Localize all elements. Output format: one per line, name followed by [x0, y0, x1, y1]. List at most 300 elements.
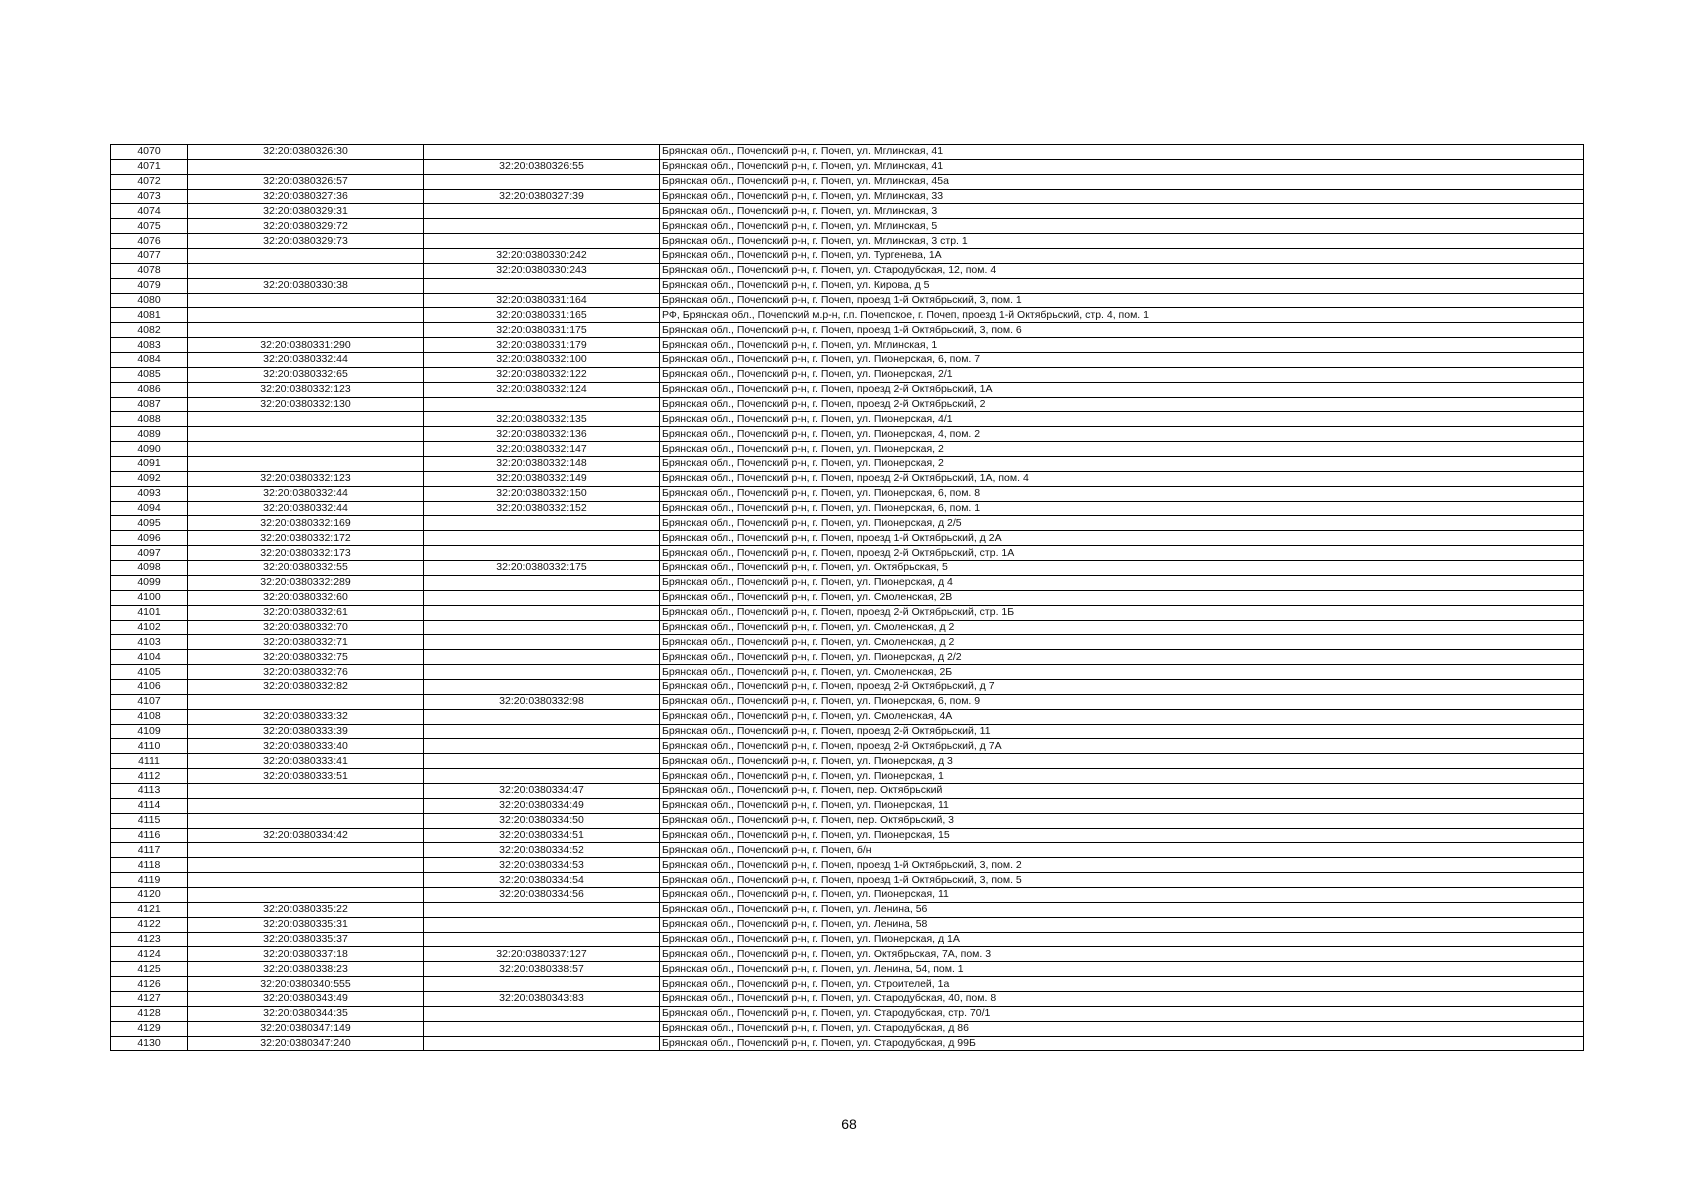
address-cell: Брянская обл., Почепский р-н, г. Почеп, ул. Пионерская, 11 — [660, 798, 1584, 813]
object-cadastral-cell: 32:20:0380330:243 — [424, 263, 660, 278]
table-row — [111, 145, 1584, 160]
table-row — [111, 828, 1584, 843]
row-number-cell: 4081 — [111, 308, 188, 323]
parcel-cadastral-cell — [188, 249, 424, 264]
object-cadastral-cell — [424, 665, 660, 680]
address-cell: Брянская обл., Почепский р-н, г. Почеп, ул. Пионерская, 15 — [660, 828, 1584, 843]
row-number-cell: 4114 — [111, 798, 188, 813]
parcel-cadastral-cell: 32:20:0380326:57 — [188, 174, 424, 189]
parcel-cadastral-cell — [188, 427, 424, 442]
table-row — [111, 442, 1584, 457]
object-cadastral-cell — [424, 219, 660, 234]
table-row — [111, 962, 1584, 977]
object-cadastral-cell: 32:20:0380334:50 — [424, 813, 660, 828]
object-cadastral-cell: 32:20:0380332:149 — [424, 471, 660, 486]
object-cadastral-cell: 32:20:0380331:179 — [424, 338, 660, 353]
parcel-cadastral-cell: 32:20:0380340:555 — [188, 977, 424, 992]
table-row — [111, 813, 1584, 828]
object-cadastral-cell: 32:20:0380334:51 — [424, 828, 660, 843]
table-row — [111, 902, 1584, 917]
row-number-cell: 4111 — [111, 754, 188, 769]
address-cell: Брянская обл., Почепский р-н, г. Почеп, ул. Пионерская, 6, пом. 9 — [660, 694, 1584, 709]
address-cell: Брянская обл., Почепский р-н, г. Почеп, проезд 2-й Октябрьский, стр. 1Б — [660, 605, 1584, 620]
row-number-cell: 4104 — [111, 650, 188, 665]
parcel-cadastral-cell — [188, 263, 424, 278]
object-cadastral-cell — [424, 754, 660, 769]
parcel-cadastral-cell: 32:20:0380332:130 — [188, 397, 424, 412]
address-cell: Брянская обл., Почепский р-н, г. Почеп, ул. Мглинская, 41 — [660, 159, 1584, 174]
object-cadastral-cell: 32:20:0380330:242 — [424, 249, 660, 264]
address-cell: Брянская обл., Почепский р-н, г. Почеп, проезд 2-й Октябрьский, 1А — [660, 382, 1584, 397]
row-number-cell: 4126 — [111, 977, 188, 992]
table-row — [111, 382, 1584, 397]
row-number-cell: 4090 — [111, 442, 188, 457]
object-cadastral-cell: 32:20:0380332:124 — [424, 382, 660, 397]
object-cadastral-cell — [424, 174, 660, 189]
object-cadastral-cell — [424, 620, 660, 635]
parcel-cadastral-cell: 32:20:0380332:65 — [188, 367, 424, 382]
table-row — [111, 590, 1584, 605]
object-cadastral-cell: 32:20:0380332:175 — [424, 561, 660, 576]
table-row — [111, 278, 1584, 293]
row-number-cell: 4077 — [111, 249, 188, 264]
row-number-cell: 4124 — [111, 947, 188, 962]
parcel-cadastral-cell: 32:20:0380335:31 — [188, 917, 424, 932]
row-number-cell: 4095 — [111, 516, 188, 531]
row-number-cell: 4116 — [111, 828, 188, 843]
row-number-cell: 4102 — [111, 620, 188, 635]
parcel-cadastral-cell: 32:20:0380347:149 — [188, 1021, 424, 1036]
parcel-cadastral-cell: 32:20:0380329:73 — [188, 234, 424, 249]
object-cadastral-cell — [424, 635, 660, 650]
table-row — [111, 575, 1584, 590]
table-row — [111, 427, 1584, 442]
object-cadastral-cell — [424, 1036, 660, 1051]
table-row — [111, 546, 1584, 561]
address-cell: РФ, Брянская обл., Почепский м.р-н, г.п. Почепское, г. Почеп, проезд 1-й Октябрьский, стр. 4, пом. 1 — [660, 308, 1584, 323]
row-number-cell: 4096 — [111, 531, 188, 546]
address-cell: Брянская обл., Почепский р-н, г. Почеп, ул. Тургенева, 1А — [660, 249, 1584, 264]
parcel-cadastral-cell: 32:20:0380332:123 — [188, 382, 424, 397]
row-number-cell: 4091 — [111, 457, 188, 472]
table-row — [111, 516, 1584, 531]
row-number-cell: 4128 — [111, 1006, 188, 1021]
table-row — [111, 367, 1584, 382]
address-cell: Брянская обл., Почепский р-н, г. Почеп, ул. Ленина, 54, пом. 1 — [660, 962, 1584, 977]
table-row — [111, 991, 1584, 1006]
table-row — [111, 709, 1584, 724]
parcel-cadastral-cell — [188, 783, 424, 798]
row-number-cell: 4109 — [111, 724, 188, 739]
table-row — [111, 1006, 1584, 1021]
parcel-cadastral-cell: 32:20:0380332:44 — [188, 501, 424, 516]
table-row — [111, 189, 1584, 204]
address-cell: Брянская обл., Почепский р-н, г. Почеп, ул. Смоленская, 2В — [660, 590, 1584, 605]
table-row — [111, 783, 1584, 798]
address-cell: Брянская обл., Почепский р-н, г. Почеп, проезд 1-й Октябрьский, 3, пом. 1 — [660, 293, 1584, 308]
table-row — [111, 293, 1584, 308]
registry-table — [110, 144, 1584, 1051]
table-row — [111, 605, 1584, 620]
object-cadastral-cell: 32:20:0380332:148 — [424, 457, 660, 472]
address-cell: Брянская обл., Почепский р-н, г. Почеп, ул. Мглинская, 45а — [660, 174, 1584, 189]
address-cell: Брянская обл., Почепский р-н, г. Почеп, ул. Пионерская, 4/1 — [660, 412, 1584, 427]
address-cell: Брянская обл., Почепский р-н, г. Почеп, проезд 1-й Октябрьский, д 2А — [660, 531, 1584, 546]
row-number-cell: 4112 — [111, 769, 188, 784]
parcel-cadastral-cell: 32:20:0380332:44 — [188, 486, 424, 501]
row-number-cell: 4129 — [111, 1021, 188, 1036]
address-cell: Брянская обл., Почепский р-н, г. Почеп, ул. Стародубская, стр. 70/1 — [660, 1006, 1584, 1021]
address-cell: Брянская обл., Почепский р-н, г. Почеп, ул. Пионерская, д 4 — [660, 575, 1584, 590]
row-number-cell: 4074 — [111, 204, 188, 219]
table-row — [111, 159, 1584, 174]
address-cell: Брянская обл., Почепский р-н, г. Почеп, проезд 1-й Октябрьский, 3, пом. 2 — [660, 858, 1584, 873]
address-cell: Брянская обл., Почепский р-н, г. Почеп, ул. Стародубская, д 99Б — [660, 1036, 1584, 1051]
table-row — [111, 739, 1584, 754]
row-number-cell: 4098 — [111, 561, 188, 576]
table-row — [111, 843, 1584, 858]
address-cell: Брянская обл., Почепский р-н, г. Почеп, ул. Стародубская, 40, пом. 8 — [660, 991, 1584, 1006]
parcel-cadastral-cell — [188, 159, 424, 174]
address-cell: Брянская обл., Почепский р-н, г. Почеп, ул. Смоленская, д 2 — [660, 635, 1584, 650]
address-cell: Брянская обл., Почепский р-н, г. Почеп, проезд 2-й Октябрьский, 2 — [660, 397, 1584, 412]
parcel-cadastral-cell — [188, 457, 424, 472]
object-cadastral-cell: 32:20:0380334:53 — [424, 858, 660, 873]
table-row — [111, 353, 1584, 368]
address-cell: Брянская обл., Почепский р-н, г. Почеп, ул. Пионерская, 1 — [660, 769, 1584, 784]
row-number-cell: 4080 — [111, 293, 188, 308]
parcel-cadastral-cell: 32:20:0380337:18 — [188, 947, 424, 962]
parcel-cadastral-cell: 32:20:0380344:35 — [188, 1006, 424, 1021]
row-number-cell: 4127 — [111, 991, 188, 1006]
object-cadastral-cell — [424, 902, 660, 917]
address-cell: Брянская обл., Почепский р-н, г. Почеп, ул. Ленина, 58 — [660, 917, 1584, 932]
registry-table-body — [111, 145, 1584, 1051]
table-row — [111, 204, 1584, 219]
row-number-cell: 4088 — [111, 412, 188, 427]
parcel-cadastral-cell — [188, 887, 424, 902]
table-row — [111, 174, 1584, 189]
object-cadastral-cell — [424, 145, 660, 160]
parcel-cadastral-cell — [188, 293, 424, 308]
row-number-cell: 4106 — [111, 679, 188, 694]
row-number-cell: 4089 — [111, 427, 188, 442]
address-cell: Брянская обл., Почепский р-н, г. Почеп, проезд 2-й Октябрьский, 11 — [660, 724, 1584, 739]
parcel-cadastral-cell — [188, 442, 424, 457]
row-number-cell: 4079 — [111, 278, 188, 293]
row-number-cell: 4123 — [111, 932, 188, 947]
parcel-cadastral-cell: 32:20:0380332:60 — [188, 590, 424, 605]
parcel-cadastral-cell: 32:20:0380335:37 — [188, 932, 424, 947]
address-cell: Брянская обл., Почепский р-н, г. Почеп, ул. Мглинская, 5 — [660, 219, 1584, 234]
parcel-cadastral-cell: 32:20:0380332:123 — [188, 471, 424, 486]
address-cell: Брянская обл., Почепский р-н, г. Почеп, пер. Октябрьский — [660, 783, 1584, 798]
row-number-cell: 4130 — [111, 1036, 188, 1051]
table-row — [111, 620, 1584, 635]
parcel-cadastral-cell: 32:20:0380332:82 — [188, 679, 424, 694]
object-cadastral-cell — [424, 932, 660, 947]
object-cadastral-cell: 32:20:0380334:49 — [424, 798, 660, 813]
table-row — [111, 308, 1584, 323]
table-row — [111, 932, 1584, 947]
row-number-cell: 4070 — [111, 145, 188, 160]
table-row — [111, 219, 1584, 234]
address-cell: Брянская обл., Почепский р-н, г. Почеп, ул. Кирова, д 5 — [660, 278, 1584, 293]
parcel-cadastral-cell — [188, 798, 424, 813]
table-row — [111, 397, 1584, 412]
parcel-cadastral-cell: 32:20:0380329:72 — [188, 219, 424, 234]
parcel-cadastral-cell: 32:20:0380332:289 — [188, 575, 424, 590]
parcel-cadastral-cell — [188, 323, 424, 338]
row-number-cell: 4075 — [111, 219, 188, 234]
row-number-cell: 4119 — [111, 873, 188, 888]
parcel-cadastral-cell: 32:20:0380332:55 — [188, 561, 424, 576]
row-number-cell: 4101 — [111, 605, 188, 620]
address-cell: Брянская обл., Почепский р-н, г. Почеп, ул. Смоленская, д 2 — [660, 620, 1584, 635]
table-row — [111, 234, 1584, 249]
address-cell: Брянская обл., Почепский р-н, г. Почеп, ул. Пионерская, 4, пом. 2 — [660, 427, 1584, 442]
address-cell: Брянская обл., Почепский р-н, г. Почеп, ул. Пионерская, 2 — [660, 457, 1584, 472]
address-cell: Брянская обл., Почепский р-н, г. Почеп, ул. Октябрьская, 5 — [660, 561, 1584, 576]
parcel-cadastral-cell: 32:20:0380333:41 — [188, 754, 424, 769]
table-row — [111, 917, 1584, 932]
address-cell: Брянская обл., Почепский р-н, г. Почеп, ул. Пионерская, 6, пом. 1 — [660, 501, 1584, 516]
parcel-cadastral-cell: 32:20:0380326:30 — [188, 145, 424, 160]
table-row — [111, 665, 1584, 680]
object-cadastral-cell: 32:20:0380332:100 — [424, 353, 660, 368]
table-row — [111, 531, 1584, 546]
address-cell: Брянская обл., Почепский р-н, г. Почеп, б/н — [660, 843, 1584, 858]
object-cadastral-cell: 32:20:0380337:127 — [424, 947, 660, 962]
object-cadastral-cell: 32:20:0380343:83 — [424, 991, 660, 1006]
object-cadastral-cell: 32:20:0380327:39 — [424, 189, 660, 204]
parcel-cadastral-cell: 32:20:0380333:40 — [188, 739, 424, 754]
address-cell: Брянская обл., Почепский р-н, г. Почеп, ул. Мглинская, 3 стр. 1 — [660, 234, 1584, 249]
object-cadastral-cell: 32:20:0380331:175 — [424, 323, 660, 338]
table-row — [111, 754, 1584, 769]
row-number-cell: 4083 — [111, 338, 188, 353]
table-row — [111, 323, 1584, 338]
table-row — [111, 947, 1584, 962]
object-cadastral-cell: 32:20:0380334:54 — [424, 873, 660, 888]
object-cadastral-cell — [424, 605, 660, 620]
address-cell: Брянская обл., Почепский р-н, г. Почеп, проезд 2-й Октябрьский, стр. 1А — [660, 546, 1584, 561]
row-number-cell: 4082 — [111, 323, 188, 338]
parcel-cadastral-cell — [188, 694, 424, 709]
row-number-cell: 4115 — [111, 813, 188, 828]
row-number-cell: 4108 — [111, 709, 188, 724]
table-row — [111, 769, 1584, 784]
parcel-cadastral-cell: 32:20:0380334:42 — [188, 828, 424, 843]
row-number-cell: 4117 — [111, 843, 188, 858]
address-cell: Брянская обл., Почепский р-н, г. Почеп, проезд 2-й Октябрьский, д 7А — [660, 739, 1584, 754]
object-cadastral-cell: 32:20:0380332:98 — [424, 694, 660, 709]
address-cell: Брянская обл., Почепский р-н, г. Почеп, проезд 1-й Октябрьский, 3, пом. 6 — [660, 323, 1584, 338]
address-cell: Брянская обл., Почепский р-н, г. Почеп, пер. Октябрьский, 3 — [660, 813, 1584, 828]
address-cell: Брянская обл., Почепский р-н, г. Почеп, ул. Смоленская, 4А — [660, 709, 1584, 724]
object-cadastral-cell — [424, 546, 660, 561]
parcel-cadastral-cell: 32:20:0380332:71 — [188, 635, 424, 650]
object-cadastral-cell: 32:20:0380334:52 — [424, 843, 660, 858]
object-cadastral-cell — [424, 204, 660, 219]
address-cell: Брянская обл., Почепский р-н, г. Почеп, проезд 2-й Октябрьский, д 7 — [660, 679, 1584, 694]
row-number-cell: 4071 — [111, 159, 188, 174]
table-row — [111, 1036, 1584, 1051]
parcel-cadastral-cell: 32:20:0380329:31 — [188, 204, 424, 219]
row-number-cell: 4100 — [111, 590, 188, 605]
row-number-cell: 4103 — [111, 635, 188, 650]
parcel-cadastral-cell — [188, 843, 424, 858]
table-row — [111, 412, 1584, 427]
address-cell: Брянская обл., Почепский р-н, г. Почеп, ул. Пионерская, 6, пом. 8 — [660, 486, 1584, 501]
parcel-cadastral-cell: 32:20:0380335:22 — [188, 902, 424, 917]
address-cell: Брянская обл., Почепский р-н, г. Почеп, ул. Стародубская, 12, пом. 4 — [660, 263, 1584, 278]
parcel-cadastral-cell — [188, 858, 424, 873]
object-cadastral-cell — [424, 679, 660, 694]
row-number-cell: 4120 — [111, 887, 188, 902]
object-cadastral-cell: 32:20:0380332:135 — [424, 412, 660, 427]
parcel-cadastral-cell: 32:20:0380347:240 — [188, 1036, 424, 1051]
object-cadastral-cell — [424, 575, 660, 590]
object-cadastral-cell — [424, 1006, 660, 1021]
row-number-cell: 4073 — [111, 189, 188, 204]
object-cadastral-cell: 32:20:0380331:164 — [424, 293, 660, 308]
parcel-cadastral-cell: 32:20:0380333:32 — [188, 709, 424, 724]
row-number-cell: 4076 — [111, 234, 188, 249]
object-cadastral-cell — [424, 531, 660, 546]
table-row — [111, 486, 1584, 501]
object-cadastral-cell: 32:20:0380332:152 — [424, 501, 660, 516]
address-cell: Брянская обл., Почепский р-н, г. Почеп, ул. Пионерская, 2 — [660, 442, 1584, 457]
table-row — [111, 977, 1584, 992]
object-cadastral-cell: 32:20:0380326:55 — [424, 159, 660, 174]
address-cell: Брянская обл., Почепский р-н, г. Почеп, ул. Ленина, 56 — [660, 902, 1584, 917]
parcel-cadastral-cell: 32:20:0380332:75 — [188, 650, 424, 665]
table-row — [111, 635, 1584, 650]
parcel-cadastral-cell: 32:20:0380333:51 — [188, 769, 424, 784]
object-cadastral-cell — [424, 234, 660, 249]
address-cell: Брянская обл., Почепский р-н, г. Почеп, ул. Мглинская, 1 — [660, 338, 1584, 353]
table-row — [111, 679, 1584, 694]
parcel-cadastral-cell: 32:20:0380332:61 — [188, 605, 424, 620]
object-cadastral-cell: 32:20:0380332:147 — [424, 442, 660, 457]
parcel-cadastral-cell: 32:20:0380332:169 — [188, 516, 424, 531]
parcel-cadastral-cell — [188, 412, 424, 427]
address-cell: Брянская обл., Почепский р-н, г. Почеп, ул. Строителей, 1а — [660, 977, 1584, 992]
address-cell: Брянская обл., Почепский р-н, г. Почеп, ул. Смоленская, 2Б — [660, 665, 1584, 680]
object-cadastral-cell — [424, 1021, 660, 1036]
row-number-cell: 4118 — [111, 858, 188, 873]
row-number-cell: 4113 — [111, 783, 188, 798]
address-cell: Брянская обл., Почепский р-н, г. Почеп, ул. Пионерская, д 2/5 — [660, 516, 1584, 531]
row-number-cell: 4107 — [111, 694, 188, 709]
parcel-cadastral-cell: 32:20:0380332:70 — [188, 620, 424, 635]
parcel-cadastral-cell: 32:20:0380332:76 — [188, 665, 424, 680]
row-number-cell: 4093 — [111, 486, 188, 501]
address-cell: Брянская обл., Почепский р-н, г. Почеп, ул. Мглинская, 3 — [660, 204, 1584, 219]
object-cadastral-cell — [424, 397, 660, 412]
address-cell: Брянская обл., Почепский р-н, г. Почеп, проезд 1-й Октябрьский, 3, пом. 5 — [660, 873, 1584, 888]
table-row — [111, 858, 1584, 873]
row-number-cell: 4097 — [111, 546, 188, 561]
row-number-cell: 4125 — [111, 962, 188, 977]
parcel-cadastral-cell: 32:20:0380333:39 — [188, 724, 424, 739]
parcel-cadastral-cell: 32:20:0380343:49 — [188, 991, 424, 1006]
parcel-cadastral-cell — [188, 308, 424, 323]
object-cadastral-cell — [424, 724, 660, 739]
parcel-cadastral-cell: 32:20:0380330:38 — [188, 278, 424, 293]
row-number-cell: 4122 — [111, 917, 188, 932]
object-cadastral-cell: 32:20:0380332:150 — [424, 486, 660, 501]
address-cell: Брянская обл., Почепский р-н, г. Почеп, ул. Мглинская, 33 — [660, 189, 1584, 204]
table-row — [111, 1021, 1584, 1036]
table-row — [111, 724, 1584, 739]
table-row — [111, 471, 1584, 486]
table-row — [111, 561, 1584, 576]
row-number-cell: 4099 — [111, 575, 188, 590]
row-number-cell: 4110 — [111, 739, 188, 754]
address-cell: Брянская обл., Почепский р-н, г. Почеп, ул. Пионерская, 6, пом. 7 — [660, 353, 1584, 368]
row-number-cell: 4105 — [111, 665, 188, 680]
table-row — [111, 263, 1584, 278]
table-row — [111, 338, 1584, 353]
parcel-cadastral-cell: 32:20:0380332:172 — [188, 531, 424, 546]
row-number-cell: 4121 — [111, 902, 188, 917]
row-number-cell: 4092 — [111, 471, 188, 486]
row-number-cell: 4094 — [111, 501, 188, 516]
address-cell: Брянская обл., Почепский р-н, г. Почеп, проезд 2-й Октябрьский, 1А, пом. 4 — [660, 471, 1584, 486]
parcel-cadastral-cell: 32:20:0380331:290 — [188, 338, 424, 353]
object-cadastral-cell — [424, 977, 660, 992]
address-cell: Брянская обл., Почепский р-н, г. Почеп, ул. Стародубская, д 86 — [660, 1021, 1584, 1036]
row-number-cell: 4087 — [111, 397, 188, 412]
page-number: 68 — [841, 1116, 857, 1132]
address-cell: Брянская обл., Почепский р-н, г. Почеп, ул. Мглинская, 41 — [660, 145, 1584, 160]
object-cadastral-cell — [424, 516, 660, 531]
table-row — [111, 650, 1584, 665]
parcel-cadastral-cell: 32:20:0380327:36 — [188, 189, 424, 204]
row-number-cell: 4086 — [111, 382, 188, 397]
object-cadastral-cell: 32:20:0380334:47 — [424, 783, 660, 798]
row-number-cell: 4084 — [111, 353, 188, 368]
address-cell: Брянская обл., Почепский р-н, г. Почеп, ул. Пионерская, 2/1 — [660, 367, 1584, 382]
table-row — [111, 798, 1584, 813]
object-cadastral-cell — [424, 590, 660, 605]
address-cell: Брянская обл., Почепский р-н, г. Почеп, ул. Пионерская, д 3 — [660, 754, 1584, 769]
object-cadastral-cell — [424, 917, 660, 932]
address-cell: Брянская обл., Почепский р-н, г. Почеп, ул. Пионерская, д 1А — [660, 932, 1584, 947]
row-number-cell: 4072 — [111, 174, 188, 189]
object-cadastral-cell — [424, 739, 660, 754]
object-cadastral-cell: 32:20:0380331:165 — [424, 308, 660, 323]
object-cadastral-cell: 32:20:0380332:122 — [424, 367, 660, 382]
parcel-cadastral-cell: 32:20:0380332:44 — [188, 353, 424, 368]
address-cell: Брянская обл., Почепский р-н, г. Почеп, ул. Пионерская, 11 — [660, 887, 1584, 902]
row-number-cell: 4085 — [111, 367, 188, 382]
table-row — [111, 694, 1584, 709]
table-row — [111, 457, 1584, 472]
parcel-cadastral-cell: 32:20:0380332:173 — [188, 546, 424, 561]
address-cell: Брянская обл., Почепский р-н, г. Почеп, ул. Октябрьская, 7А, пом. 3 — [660, 947, 1584, 962]
object-cadastral-cell — [424, 769, 660, 784]
object-cadastral-cell: 32:20:0380332:136 — [424, 427, 660, 442]
table-row — [111, 887, 1584, 902]
object-cadastral-cell — [424, 650, 660, 665]
parcel-cadastral-cell — [188, 873, 424, 888]
object-cadastral-cell: 32:20:0380338:57 — [424, 962, 660, 977]
table-row — [111, 249, 1584, 264]
parcel-cadastral-cell: 32:20:0380338:23 — [188, 962, 424, 977]
